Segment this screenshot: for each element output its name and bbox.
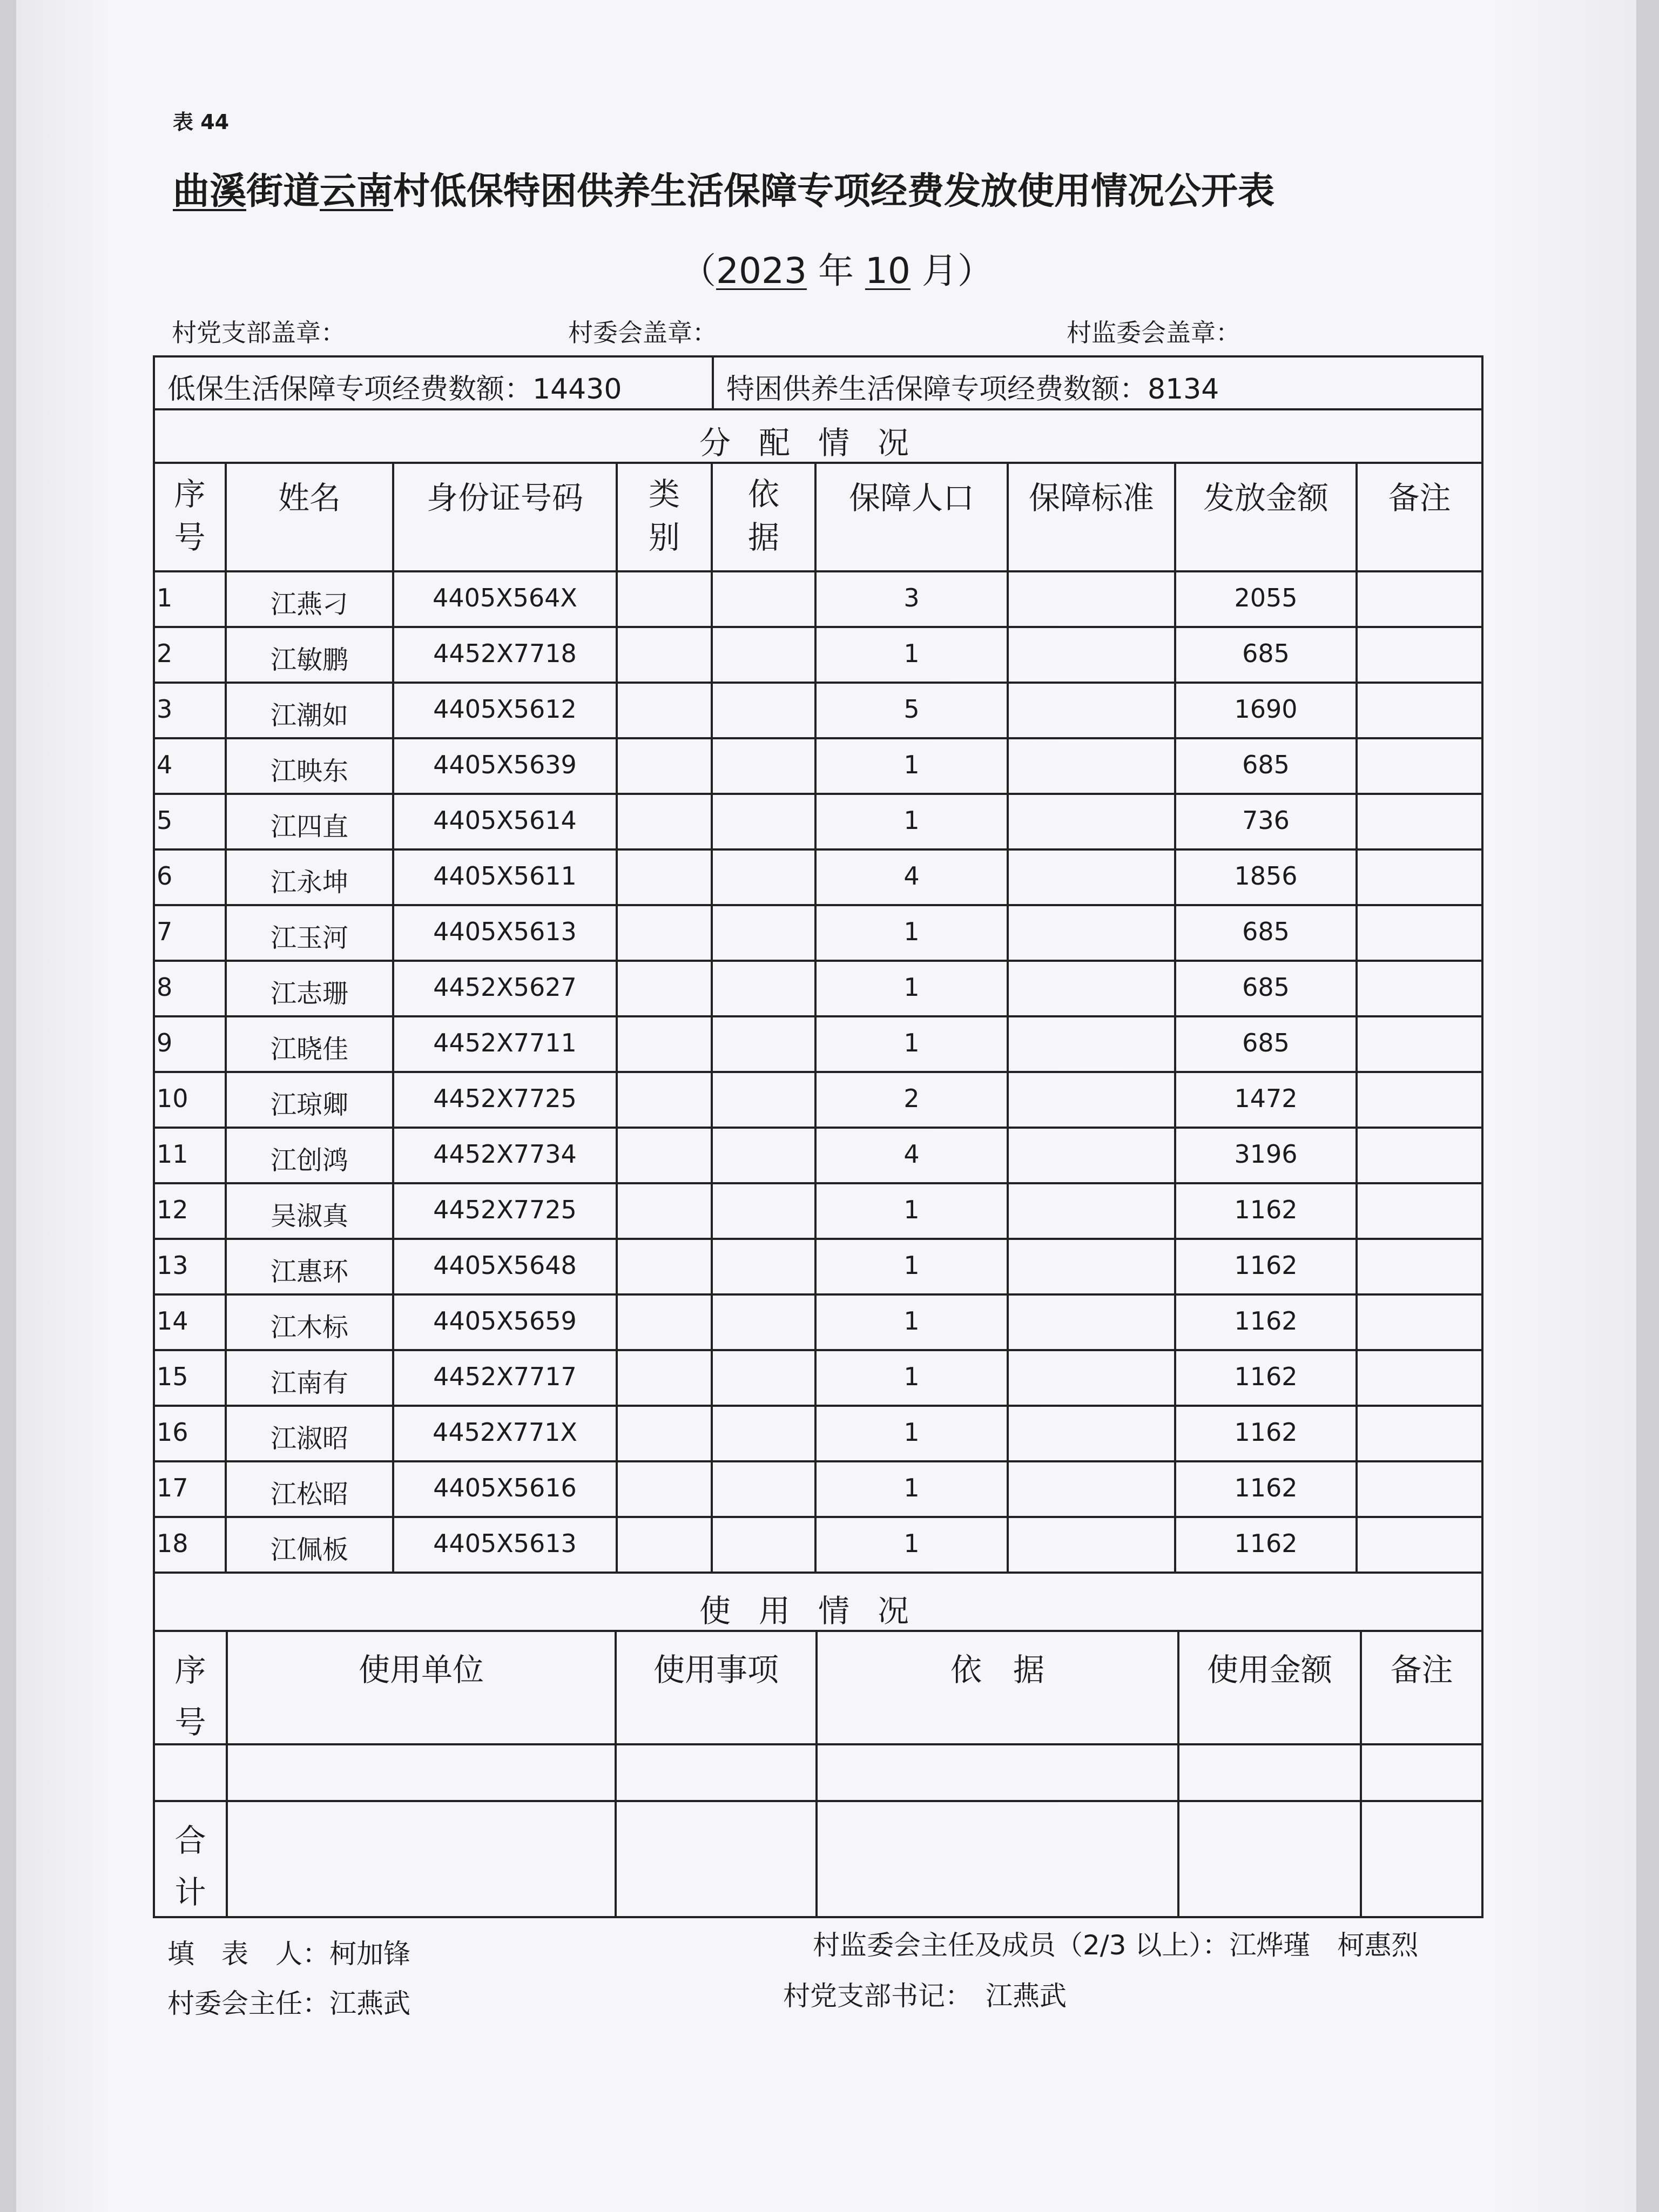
title-rest: 村低保特困供养生活保障专项经费发放使用情况公开表 bbox=[393, 170, 1275, 213]
cell-amount: 736 bbox=[1242, 806, 1290, 835]
cell-seq: 4 bbox=[157, 750, 173, 779]
usage-header-remark: 备注 bbox=[1390, 1651, 1453, 1688]
cell-seq: 10 bbox=[157, 1084, 188, 1113]
cell-id-number: 4405X5613 bbox=[433, 917, 577, 946]
cell-amount: 1162 bbox=[1234, 1362, 1298, 1391]
cell-name: 江淑昭 bbox=[270, 1424, 348, 1454]
cell-name: 江晓佳 bbox=[270, 1034, 348, 1064]
cell-id-number: 4405X564X bbox=[433, 583, 577, 612]
cell-population: 1 bbox=[903, 1195, 920, 1224]
cell-amount: 1472 bbox=[1234, 1084, 1298, 1113]
header-amount: 发放金额 bbox=[1203, 480, 1328, 516]
cell-seq: 11 bbox=[157, 1139, 188, 1169]
cell-amount: 1162 bbox=[1234, 1473, 1298, 1502]
cell-population: 1 bbox=[903, 1473, 920, 1502]
period-year: 2023 bbox=[716, 250, 807, 292]
cell-population: 5 bbox=[903, 694, 920, 724]
title-street-suffix: 街道 bbox=[246, 170, 320, 213]
cell-population: 1 bbox=[903, 1529, 920, 1558]
header-name: 姓名 bbox=[278, 480, 341, 516]
cell-population: 1 bbox=[903, 973, 920, 1002]
cell-seq: 12 bbox=[157, 1195, 188, 1224]
cell-id-number: 4405X5616 bbox=[433, 1473, 577, 1502]
cell-amount: 685 bbox=[1242, 973, 1290, 1002]
director-row bbox=[167, 1982, 410, 2021]
tekun-fund-amount: 特困供养生活保障专项经费数额：8134 bbox=[726, 373, 1219, 406]
header-seq: 序号 bbox=[174, 476, 206, 556]
usage-header-seq: 序号 bbox=[174, 1652, 206, 1741]
header-basis: 依据 bbox=[748, 476, 780, 556]
cell-name: 江志珊 bbox=[270, 979, 348, 1009]
table-number: 表 44 bbox=[173, 110, 230, 134]
cell-name: 江四直 bbox=[270, 812, 348, 842]
supervision-names: 江烨瑾 柯惠烈 bbox=[1229, 1930, 1419, 1961]
cell-seq: 15 bbox=[157, 1362, 188, 1391]
cell-amount: 685 bbox=[1242, 1028, 1290, 1057]
cell-seq: 2 bbox=[157, 639, 173, 668]
cell-population: 1 bbox=[903, 639, 920, 668]
cell-name: 江南有 bbox=[270, 1368, 348, 1398]
header-category: 类别 bbox=[649, 476, 680, 556]
cell-seq: 17 bbox=[157, 1473, 188, 1502]
cell-name: 江佩板 bbox=[270, 1535, 348, 1565]
usage-total-label: 合计 bbox=[174, 1822, 206, 1911]
cell-amount: 685 bbox=[1242, 639, 1290, 668]
cell-name: 江玉河 bbox=[270, 923, 348, 953]
cell-id-number: 4405X5611 bbox=[433, 861, 577, 891]
cell-seq: 18 bbox=[157, 1529, 188, 1558]
dibao-fund-amount: 低保生活保障专项经费数额：14430 bbox=[167, 373, 622, 406]
usage-header-amount: 使用金额 bbox=[1206, 1651, 1332, 1688]
period-month-unit: 月） bbox=[921, 250, 993, 292]
cell-id-number: 4452X7734 bbox=[433, 1139, 577, 1169]
cell-population: 2 bbox=[903, 1084, 920, 1113]
cell-seq: 8 bbox=[157, 973, 173, 1002]
cell-id-number: 4452X771X bbox=[433, 1418, 577, 1447]
cell-seq: 5 bbox=[157, 806, 173, 835]
cell-seq: 3 bbox=[157, 694, 173, 724]
header-remark: 备注 bbox=[1388, 480, 1451, 516]
period-open: （ bbox=[680, 250, 716, 292]
cell-population: 1 bbox=[903, 917, 920, 946]
distribution-section-title: 分配情况 bbox=[699, 424, 937, 461]
cell-id-number: 4405X5613 bbox=[433, 1529, 577, 1558]
cell-amount: 1162 bbox=[1234, 1418, 1298, 1447]
cell-amount: 3196 bbox=[1234, 1139, 1298, 1169]
cell-amount: 685 bbox=[1242, 750, 1290, 779]
cell-seq: 7 bbox=[157, 917, 173, 946]
usage-header-unit: 使用单位 bbox=[358, 1651, 484, 1688]
cell-id-number: 4405X5648 bbox=[433, 1251, 577, 1280]
header-standard: 保障标准 bbox=[1028, 480, 1154, 516]
cell-name: 江永坤 bbox=[270, 867, 348, 898]
cell-population: 3 bbox=[903, 583, 920, 612]
cell-seq: 1 bbox=[157, 583, 173, 612]
cell-population: 4 bbox=[903, 861, 920, 891]
cell-amount: 1162 bbox=[1234, 1529, 1298, 1558]
cell-population: 1 bbox=[903, 1418, 920, 1447]
party-branch-stamp-label: 村党支部盖章： bbox=[172, 318, 346, 347]
cell-seq: 16 bbox=[157, 1418, 188, 1447]
period-year-unit: 年 bbox=[818, 250, 854, 292]
village-committee-stamp-label: 村委会盖章： bbox=[568, 318, 717, 347]
filler-name: 柯加锋 bbox=[329, 1938, 410, 1970]
cell-name: 江燕刁 bbox=[270, 589, 348, 619]
cell-population: 1 bbox=[903, 1028, 920, 1057]
cell-id-number: 4452X7717 bbox=[433, 1362, 577, 1391]
cell-name: 江潮如 bbox=[270, 700, 348, 731]
period-month: 10 bbox=[865, 250, 911, 292]
cell-amount: 1162 bbox=[1234, 1195, 1298, 1224]
cell-id-number: 4452X7725 bbox=[433, 1195, 577, 1224]
cell-id-number: 4452X7725 bbox=[433, 1084, 577, 1113]
secretary-row bbox=[783, 1974, 1067, 2013]
cell-id-number: 4405X5659 bbox=[433, 1306, 577, 1336]
cell-amount: 685 bbox=[1242, 917, 1290, 946]
cell-amount: 1856 bbox=[1234, 861, 1298, 891]
title-village-name: 云南 bbox=[320, 170, 394, 213]
cell-name: 江敏鹏 bbox=[270, 645, 348, 675]
cell-seq: 14 bbox=[157, 1306, 188, 1336]
cell-seq: 6 bbox=[157, 861, 173, 891]
cell-population: 1 bbox=[903, 1362, 920, 1391]
cell-seq: 9 bbox=[157, 1028, 173, 1057]
usage-header-basis: 依 据 bbox=[950, 1651, 1044, 1688]
cell-population: 1 bbox=[903, 1306, 920, 1336]
director-label: 村委会主任： bbox=[167, 1988, 329, 2019]
cell-name: 江琼卿 bbox=[270, 1090, 348, 1120]
cell-name: 江木标 bbox=[270, 1312, 348, 1343]
cell-name: 吴淑真 bbox=[270, 1201, 348, 1231]
filler-row bbox=[167, 1932, 410, 1971]
cell-id-number: 4452X7711 bbox=[433, 1028, 577, 1057]
cell-amount: 2055 bbox=[1234, 583, 1298, 612]
cell-id-number: 4405X5612 bbox=[433, 694, 577, 724]
usage-header-item: 使用事项 bbox=[653, 1651, 779, 1688]
cell-name: 江松昭 bbox=[270, 1479, 348, 1509]
cell-amount: 1162 bbox=[1234, 1251, 1298, 1280]
cell-amount: 1690 bbox=[1234, 694, 1298, 724]
cell-amount: 1162 bbox=[1234, 1306, 1298, 1336]
secretary-label: 村党支部书记： bbox=[783, 1980, 959, 2012]
header-id-number: 身份证号码 bbox=[426, 480, 583, 516]
cell-id-number: 4452X7718 bbox=[433, 639, 577, 668]
supervision-committee-stamp-label: 村监委会盖章： bbox=[1067, 318, 1240, 347]
secretary-name: 江燕武 bbox=[986, 1980, 1067, 2012]
cell-id-number: 4405X5639 bbox=[433, 750, 577, 779]
cell-population: 1 bbox=[903, 750, 920, 779]
cell-population: 1 bbox=[903, 806, 920, 835]
cell-seq: 13 bbox=[157, 1251, 188, 1280]
supervision-row bbox=[813, 1924, 1418, 1963]
cell-population: 4 bbox=[903, 1139, 920, 1169]
title-street-name: 曲溪 bbox=[173, 170, 247, 213]
cell-name: 江创鸿 bbox=[270, 1145, 348, 1176]
header-population: 保障人口 bbox=[848, 480, 974, 516]
cell-population: 1 bbox=[903, 1251, 920, 1280]
cell-id-number: 4452X5627 bbox=[433, 973, 577, 1002]
usage-section-title: 使用情况 bbox=[699, 1593, 937, 1629]
filler-label: 填 表 人： bbox=[167, 1938, 329, 1970]
director-name: 江燕武 bbox=[329, 1988, 410, 2019]
cell-name: 江映东 bbox=[270, 756, 348, 786]
supervision-label: 村监委会主任及成员（2/3 以上）： bbox=[813, 1930, 1230, 1961]
cell-name: 江惠环 bbox=[270, 1257, 348, 1287]
cell-id-number: 4405X5614 bbox=[433, 806, 577, 835]
